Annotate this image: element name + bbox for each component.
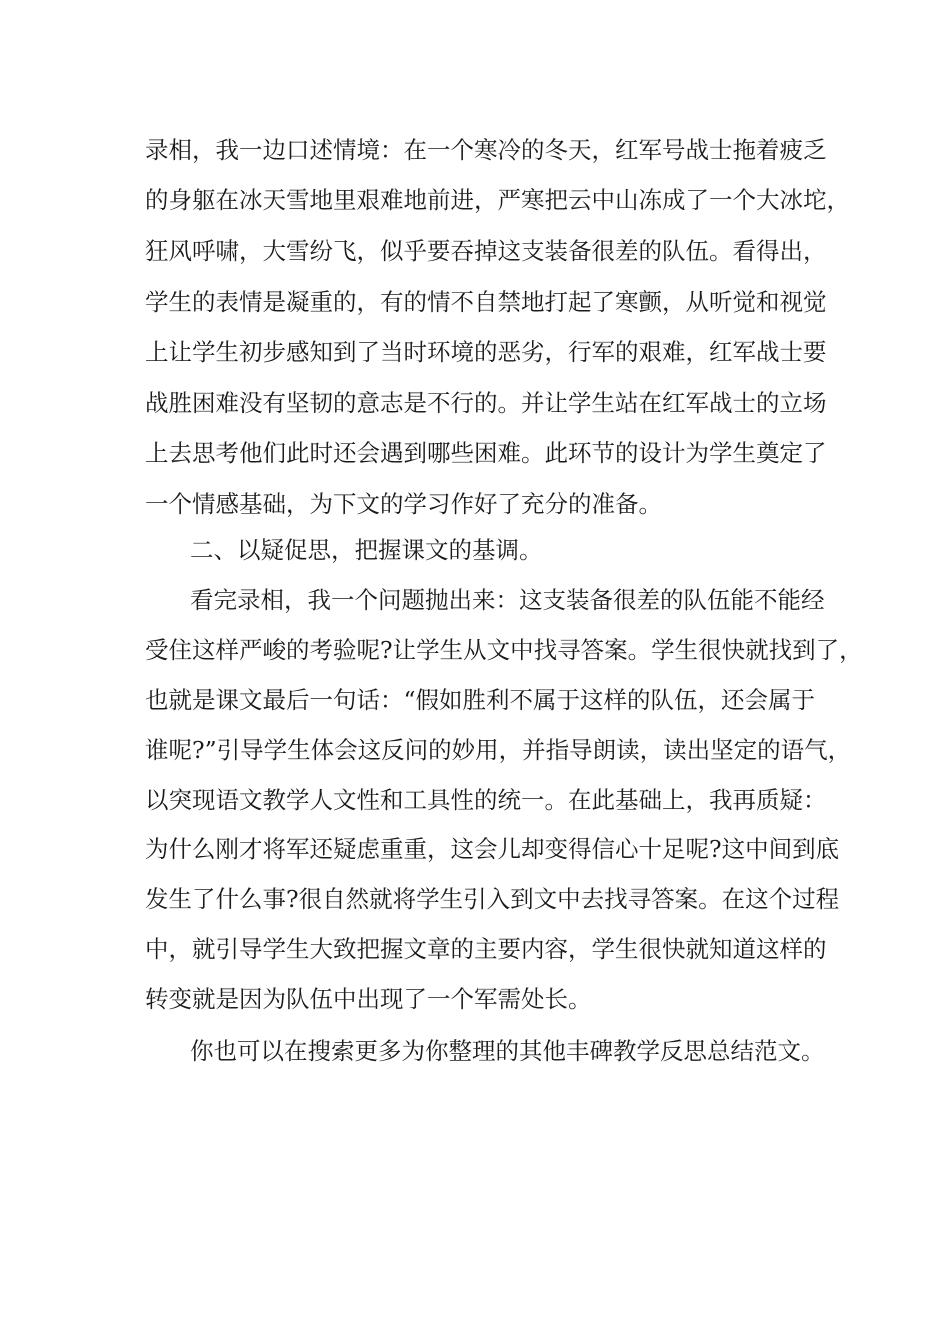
text-line-4: 学生的表情是凝重的，有的情不自禁地打起了寒颤，从听觉和视觉: [145, 288, 827, 316]
text-line-1: 录相，我一边口述情境：在一个寒冷的冬天，红军号战士拖着疲乏: [145, 136, 827, 164]
text-line-5: 上让学生初步感知到了当时环境的恶劣，行军的艰难，红军战士要: [145, 338, 827, 366]
text-line-14: 以突现语文教学人文性和工具性的统一。在此基础上，我再质疑：: [145, 786, 827, 814]
text-line-6: 战胜困难没有坚韧的意志是不行的。并让学生站在红军战士的立场: [145, 389, 827, 417]
text-line-12: 也就是课文最后一句话：“假如胜利不属于这样的队伍，还会属于: [145, 686, 816, 714]
text-line-17: 中，就引导学生大致把握文章的主要内容，学生很快就知道这样的: [145, 935, 827, 963]
text-line-18: 转变就是因为队伍中出现了一个军需处长。: [145, 985, 592, 1013]
text-line-10: 看完录相，我一个问题抛出来：这支装备很差的队伍能不能经: [190, 586, 825, 614]
text-line-13: 谁呢?”引导学生体会这反问的妙用，并指导朗读，读出坚定的语气，: [145, 736, 852, 764]
text-line-3: 狂风呼啸，大雪纷飞，似乎要吞掉这支装备很差的队伍。看得出，: [145, 237, 827, 265]
closing-line: 你也可以在搜索更多为你整理的其他丰碑教学反思总结范文。: [190, 1037, 825, 1065]
text-line-8: 一个情感基础，为下文的学习作好了充分的准备。: [145, 490, 662, 518]
text-line-2: 的身躯在冰天雪地里艰难地前进，严寒把云中山冻成了一个大冰坨，: [145, 186, 850, 214]
section-heading: 二、以疑促思，把握课文的基调。: [190, 536, 543, 564]
text-line-15: 为什么刚才将军还疑虑重重，这会儿却变得信心十足呢?这中间到底: [145, 835, 840, 863]
text-line-16: 发生了什么事?很自然就将学生引入到文中去找寻答案。在这个过程: [145, 885, 840, 913]
text-line-7: 上去思考他们此时还会遇到哪些困难。此环节的设计为学生奠定了: [145, 439, 827, 467]
text-line-11: 受住这样严峻的考验呢?让学生从文中找寻答案。学生很快就找到了，: [145, 636, 863, 664]
